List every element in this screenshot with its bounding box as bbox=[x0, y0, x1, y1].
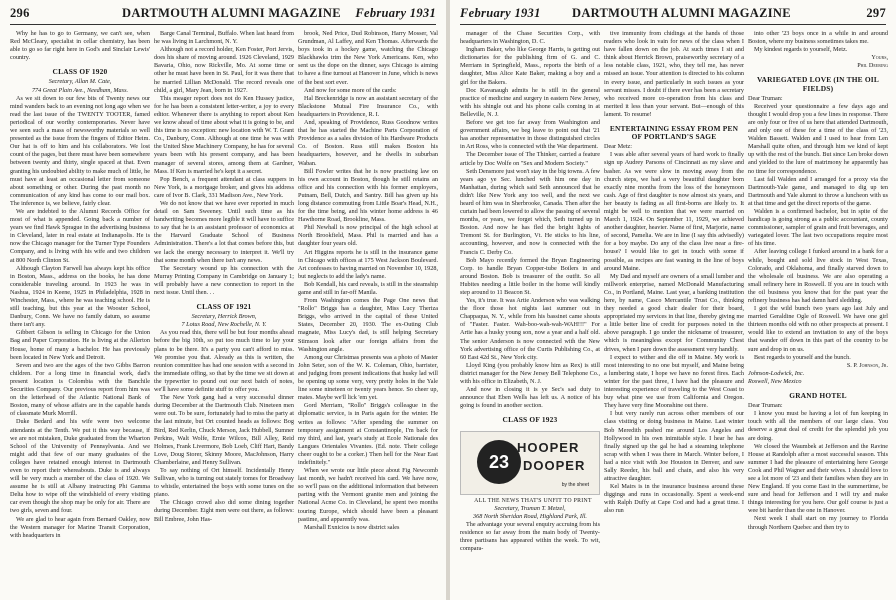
banner-byline: by the sheet bbox=[561, 482, 589, 489]
paragraph: Pop Bench, a frequent attendant at class suppers in New York, is a mortgage broker, and gives his address care of Ivor B. Clark, 331 Madison Ave., New York. bbox=[154, 175, 294, 199]
right-column-2 bbox=[604, 30, 744, 596]
paragraph: Doc Kavanaugh admits he is still in the general practice of medicine and surgery in eastern New Jersey, with his shingle out and his phone calls coming in at Belleville, N. J. bbox=[460, 86, 600, 118]
left-column-1 bbox=[10, 30, 150, 596]
left-column-2 bbox=[154, 30, 294, 596]
paragraph: Duke Bedard and his wife were two welcome attendants at the Tenth. We put it this way because, if we are not mistaken, Duke graduated from the Wharton School of the University of Pennsylvania. And we might add that few of our many graduates of the colleges have retained enough interest in Dartmouth even to report their whereabouts. Duke is and always will be very much a member of the class of 1920. We assume he is still at Albany instructing Phi Gamma Delta how to wipe off the windshield of every visiting car even though the shop may be only for air. There are two girls, seven and four. bbox=[10, 418, 150, 515]
class-heading: CLASS OF 1921 bbox=[196, 302, 252, 312]
paragraph: Gord Merriam, "Rollo" Briggs's colleague in the diplomatic service, is in Paris again for the winter. He writes as follows: "After spending the summer on temporary assignment at Constantinople, I'm back for my third, and last, year's study at Ecole Nationale des Langues Orientales Vivantes. (Ed. note. Their college cheer ought to be a corker.) Then hell for the Near East indefinitely." bbox=[298, 402, 438, 466]
left-page-header bbox=[10, 4, 436, 24]
page-number: 296 bbox=[10, 6, 30, 20]
paragraph: I but very rarely run across other members of our class visiting or doing business in Maine. Last winter Bob Meredith pushed me around Los Angeles and Hollywood in his own inimitable style. I hear he has finally signed up the gal he had a steaming telephone scrap with when I was there in March. Winter before, I had a nice visit with Joe Houston in Denver, and saw Sally Reeder, his ball and chain, and also his very attractive daughter. bbox=[604, 410, 744, 483]
paragraph: Although not a record holder, Ken Foster, Port Jervis, does his share of moving around. 1926 Cleveland, 1929 Bavaria, Ohio, now Rickville, Mo. At some time or other he must have been in St. Paul, for it was there that he married Lillian McDonald. The record reveals one child, a girl, Mary Jean, born in 1927. bbox=[154, 46, 294, 94]
paragraph: Best regards to yourself and the bunch. bbox=[754, 353, 851, 361]
magazine-title: DARTMOUTH ALUMNI MAGAZINE bbox=[572, 6, 791, 20]
salutation: Dear Truman: bbox=[748, 94, 783, 102]
paragraph: We are indebted to the Alumni Records Office for most of what is appended. Going back a number of years we find Hawk Sprague in the advertising business in Cleveland, later in real estate at Indianapolis. He is now the Chicago manager for the Turner Type Founders Company, and is living with his wife and two children at 800 North Clinton St. bbox=[10, 207, 150, 264]
secretary-address: 7 Lotus Road, New Rochelle, N. Y. bbox=[181, 321, 267, 329]
paragraph: manager of the Chase Securities Corp., with headquarters in Washington, D. C. bbox=[460, 30, 600, 46]
banner-caption: ALL THE NEWS THAT'S UNFIT TO PRINT bbox=[474, 497, 592, 504]
paragraph: We closed the Waumbek at Jefferson and the Ravine House at Randolph after a most successful season. This summer I had the pleasure of entertaining here George Cook and Phil Wagner and their wives. I should love to see a lot more of '23 and their families when they are in New England. If you come East in the summertime, be sure and head for Jefferson and I will try and make things interesting for you here. Our golf course is just a wee bit harder than the one in Hanover. bbox=[748, 442, 888, 515]
paragraph: I expect to wither and die off in Maine. My work is most interesting to no one but myself, and Maine being a lumbering state, I hope we have no forest fires. Each winter for the past three, I have had the pleasure and interesting experience of traveling to the West Coast to buy what pine we use from California and Oregon. They have very fine Moonshine out there. bbox=[604, 353, 744, 410]
header-rule bbox=[10, 24, 436, 25]
paragraph: And, speaking of Providence, Russ Goodnow writes that he has started the Machine Parts Corporation of Providence as a sales division of his Hardware Products Co. of Boston. Russ still makes Boston his headquarters, however, and he dwells in suburban Waban. bbox=[298, 119, 438, 167]
paragraph: After leaving college I funked around in a bank for a while, bought and sold live stock in West Texas, Colorado, and Oklahoma, and finally starved down to the wholesale oil business. We are also operating a small refinery here in Roswell. If you are in touch with the oil business you know that for the past year the refinery business has had damn hard sledding. bbox=[748, 248, 888, 304]
paragraph: Ingham Baker, who like George Harris, is getting out dictionaries for the publishing firm of G. and C. Merriam in Springfield, Mass., reports the birth of a daughter, Miss Alice Kate Baker, making a boy and a girl for the Bakers. bbox=[460, 46, 600, 86]
paragraph: The Chicago crowd also did some dining together during December. Eight men were out there, as follows: Bill Embree, John Has- bbox=[154, 499, 294, 523]
paragraph: To say nothing of Ort himself. Incidentally Henry Sullivan, who is turning out stately tomes for Broadway to whistle, entertained the boys with some tunes on the piano. bbox=[154, 466, 294, 499]
paragraph: into other '23 boys once in a while in and around Boston, where my business sometimes takes me. bbox=[748, 30, 888, 46]
left-page bbox=[0, 0, 446, 600]
paragraph: Next week I shall start on my journey to Florida through Northern Quebec and then try to bbox=[748, 515, 888, 531]
salutation: Dear Truman: bbox=[748, 402, 783, 410]
paragraph: Gibbert Gibson is selling in Chicago for the Union Bag and Paper Corporation. He is living at the Allerton House, home of many a bachelor. He has previously been located in New York and Detroit. bbox=[10, 329, 150, 361]
paragraph: Before we get too far away from Washington and government affairs, we beg leave to point out that '21 has another representative in those distinguished circles in Art Ross, who is connected with the War department. bbox=[460, 119, 600, 151]
paragraph: Lloyd King (you probably know him as Rex) is still district manager for the New Jersey Bell Telephone Co., with his office in Elizabeth, N. J. bbox=[460, 361, 600, 386]
paragraph: Bill Fowler writes that he is now practising law on his own account in Boston, though he still retains an office and his connection with his former employers, Putnam, Bell, Dutch, and Santry. Bill has given up his long distance commuting from Little Boar's Head, N.H., for the time being, and his winter home address is 46 Hawthorne Road, Brookline, Mass. bbox=[298, 167, 438, 224]
paragraph: The advantage your several enquiry accruing from his residence so far away from the main body of Twenty-three partisans has appeared within the week. To wit, compara- bbox=[460, 520, 600, 553]
closing: Yours, bbox=[871, 54, 888, 62]
right-column-3 bbox=[748, 30, 888, 596]
secretary-line: Secretary, Truman T. Metzel, bbox=[494, 504, 566, 512]
page-number: 297 bbox=[866, 6, 886, 20]
issue-date: February 1931 bbox=[355, 6, 436, 20]
salutation: Dear Metz: bbox=[604, 143, 633, 151]
paragraph: And now in closing it is ye Sec's sad duty to announce that Eben Wells has left us. A notice of his going is found in another section. bbox=[460, 386, 600, 410]
paragraph: Seven and two are the ages of the two Gibbs Barron children. For a long time in financial work, dad's present location is Colombia with the Banchile Securities Company. Our previous report from him was on the letterhead of the Atlantic National Bank of Boston, many of whose affairs are in the capable hands of classmate Murk Morrill. bbox=[10, 361, 150, 418]
essay-heading: VARIEGATED LOVE (IN THE OIL FIELDS) bbox=[756, 75, 880, 93]
right-column-1 bbox=[460, 30, 600, 596]
paragraph: Marshall Exnicios is now district sales bbox=[304, 523, 400, 531]
paragraph: Yes, it's true. It was Artie Anderson who was walking the floor those hot nights last summer out in Chappaqua, N. Y., while from his bassinet came shouts of "Faster. Faster. Wah-boo-wah-wah-WAH!!!" For Artie has a husky young son, now a year and a half old. The senior Anderson is now connected with the New York advertising office of the Curtis Publishing Co., at 60 East 42d St., New York city. bbox=[460, 297, 600, 361]
paragraph: As you read this, there will be but four months ahead before the big 10th, so put too much time to lay your plans to be there. It's a party you can't afford to miss. We promise you that. Already as this is written, the reunion committee has had one session with a second in the immediate offing, so that by the time we sit down at the typewriter to pound out our next batch of notes, we'll have some definite stuff to offer you. bbox=[154, 329, 294, 394]
paragraph: My kindest regards to yourself, Metz. bbox=[754, 46, 848, 54]
secretary-line: Secretary, Herrick Brown, bbox=[191, 313, 257, 321]
secretary-address: 368 North Sheridan Road, Highland Park, Ill. bbox=[473, 512, 587, 520]
paragraph: The December issue of The Thinker, carried a feature article by Doc Wolfe on "Sex and Modern Society." bbox=[460, 151, 600, 167]
paragraph: When we wrote our little piece about Fig Newcomb last month, we hadn't received his card. We have now, so we'll pass on the additional information that between parting with the Vermont granite men and joining the National Acme Co. in Cleveland, he spent two months touring Europe, which should have been a pleasant pastime, and apparently was. bbox=[298, 467, 438, 523]
banner-word-hooper: HOOPER bbox=[517, 439, 580, 455]
paragraph: Why he has to go to Germany, we can't see, when Red McCleary, specialist in cellar chemistry, has been able to go so far right here in God's and Sinclair Lewis' country. bbox=[10, 30, 150, 62]
sender-place: Roswell, New Mexico bbox=[748, 377, 802, 385]
paragraph: As we sit down to our few bits of Twenty news our mind wanders back to an evening not long ago when we read the last issue of the TWENTY TOOTER, famed periodical of our worthy contemporaries. Never have we seen such a mass of newsworthy materials so well presented as the issue from the fingers of Editor Heim. Our hat is off to him and his collaborators. We lost count of the pages, but there must have been somewhere between twenty and thirty, single spaced at that. Even granting his undoubted ability to make much of little, he must have at least an occasional letter from someone about something or other. During the past month no communication of any kind has come to our mail box. The inference is, we believe, fairly clear. bbox=[10, 94, 150, 207]
paragraph: Among our Christmas presents was a photo of Master John Seter, son of the W. K. Coleman, Ohio, barrister, and judging from present indications that husky lad will be opening up some very, very pretty holes in the Yale line some nineteen or twenty years hence. So cheer up, mates. Maybe we'll lick 'em yet. bbox=[298, 353, 438, 402]
class-heading: CLASS OF 1920 bbox=[52, 67, 108, 77]
signature: S. P. Johnson, Jr. bbox=[846, 361, 888, 369]
secretary-line: Secretary, Allan M. Cate, bbox=[48, 78, 112, 86]
paragraph: I was able after several years of hard work to finally sign up Audrey Parsons of Cincinnati as my slave and basher. As we were slow in moving away from the church steps, we had a very beautiful daughter born exactly nine months from the loss of the honeymoon cash. Age of first daughter is now almost six years, and her beauty is fading as all first-borns are likely to. It might be well to mention that we were married on March 1, 1924. On September 11, 1929, we achieved another daughter, heavier. Name of first, Marjorie, name of second, Pamelia. We are in line (I say this advisedly) for a boy maybe. Do any of the class live near a fire-house? I would like to get in touch with some if possible, as recipes are fast waning in the line of boys around Maine. bbox=[604, 151, 744, 272]
paragraph: Phil Newhall is now principal of the high school at North Brookfield, Mass. Phil is married and has a daughter four years old. bbox=[298, 224, 438, 248]
banner-word-dooper: DOOPER bbox=[523, 457, 586, 473]
paragraph: Although Clayton Farwell has always kept his office in Boston, Mass., address on the books, he has done considerable traveling around. In 1923 he was in Nashua, 1924 in Keene, 1925 in Philadelphia, 1928 in Winchester, Mass., where he was teaching school. He is still teaching, but this year at the Wooster School, Danbury, Conn. We have no family datum, so assume there isn't any. bbox=[10, 264, 150, 329]
banner-number-disk: 23 bbox=[477, 440, 521, 484]
hotel-heading: GRAND HOTEL bbox=[789, 391, 847, 401]
paragraph: Bob Mayo recently formed the Bryan Engineering Corp. to handle Bryan Copper-tube Boilers in and around Boston. Bob is treasurer of the outfit. So all Hubites needing a little boiler in the home will kindly step around to 11 Beacon St. bbox=[460, 256, 600, 296]
paragraph: The Secretary wound up his connection with the Murray Printing Company in Cambridge on January 1; will probably have a new connection to report in the next issue. Until then. . . bbox=[154, 264, 294, 296]
paragraph: Last fall Walden and I arranged for a proxy via the Dartmouth-Yale game, and managed to dig up ten Dartmouth and Yale alumni to throw a luncheon with us at that time and get the direct reports of the game. bbox=[748, 175, 888, 207]
right-page bbox=[450, 0, 896, 600]
paragraph: And now for some more of the cards: bbox=[304, 86, 397, 94]
paragraph: brook, Ned Price, Dud Robinson, Harry Mosser, Val Grundman, Al Laffey, and Ken Thomas. Afterwards the boys took in a hockey game, watching the Chicago Blackhawks trim the New York Americans. Ken, who sent us the dope on the dinner, says Chicago is aiming to have a fine turnout at Hanover in June, which is news of the best sort ever. bbox=[298, 30, 438, 86]
paragraph: Hal Breckenridge is now an assistant secretary of the Blackstone Mutual Fire Insurance Co., with headquarters in Providence, R. I. bbox=[298, 94, 438, 118]
paragraph: My Dad and myself are owners of a small lumber and millwork enterprise, named McDonald Manufacturing Co., in Portland, Maine. Last year, a banking institution here, by name, Casco Mercantile Trust Co., thinking they needed a good chair dealer for their board, appropriated my services in that line, thereby giving me a little better line of credit for purposes noted in the above paragraph. I go under the nickname of treasurer, which is meaningless except for Community Chest drives, when I pare down the assessment very handily. bbox=[604, 272, 744, 353]
right-page-header bbox=[460, 4, 886, 24]
issue-date: February 1931 bbox=[460, 6, 541, 20]
paragraph: From Washington comes the Page One news that "Rollo" Briggs has a daughter, Miss Lucy Theriza Briggs, who arrived in the capital of these United States, December 20, 1930. The ex-Outing Club magnate, Miss Lucy's dad, is still helping Secretary Stimson look after our foreign affairs from the Washington angle. bbox=[298, 297, 438, 353]
paragraph: I got the wild bunch two years ago last July and married Geraldine Ogle of Roswell. We have one girl thirteen months old with no other prospects at present. I would like to extend an invitation to any of the boys that wander off down in this part of the country to be sure and drop in on us. bbox=[748, 305, 888, 353]
left-column-3 bbox=[298, 30, 438, 596]
paragraph: Kel Mairs is in the insurance business around these diggings and runs in occasionally. Spent a week-end with Ralph Duffy at Cape Cod and had a great time. I also run bbox=[604, 483, 744, 515]
header-rule bbox=[460, 24, 886, 25]
paragraph: Seth Densmore just won't stay in the big towns. A few years ago ye Sec. lunched with him one day in Manhattan, during which said Seth announced that he didn't like New York any too well, and the next we heard of him was in Sherbrooke, Canada. Then after the curtain had been lowered to allow the passing of several months, or years, we forget which, Seth turned up in Boston. And now he has fled the bright lights of Tremont St. for Burlington, Vt. He sticks to his line, accounting, however, and now is connected with the Francis C. Derby Co. bbox=[460, 167, 600, 256]
paragraph: This meager report does not do Ken Hussey justice, for he has been a consistent letter-writer, a joy to every editor. Whenever there is anything to report about Ken we know ahead of time about what it is going to be, and this time is no exception: new location with W. T. Grant Co., Danbury, Conn. Although at one time he was with the United Shoe Machinery Company, he has for several years been with his present company, and has been manager of several stores, among them at Gardner, Mass. If Ken is married he's kept it a secret. bbox=[154, 94, 294, 175]
paragraph: I know you must be having a lot of fun keeping in touch with all the members of our large class. You deserve a great deal of credit for the splendid job you are doing. bbox=[748, 410, 888, 442]
signature: Phil Deering bbox=[857, 62, 888, 70]
paragraph: The New York gang had a very successful dinner during December at the Dartmouth Club. Nineteen men were out. To be sure, fortunately had to miss the party at the last minute, but Ort counted heads as follows: Bog Bird, Red Kerlin, Chuck Merson, Jack Hubbell, Sumner Perkins, Walt Wolfe, Ernie Wilcox, Bill Alley, Reid Holmes, Frank Livermore, Bob Loeb, Cliff Hart, Bandy Love, Doug Storer, Skinny Moore, MacJohnson, Harry Chamberlaine, and Henry Sullivan. bbox=[154, 394, 294, 466]
essay-heading: ENTERTAINING ESSAY FROM PEN OF PORTLAND'S SAGE bbox=[609, 124, 739, 142]
paragraph: tive immunity from chidings at the hands of those readers who look in vain for news of the class when I have fallen down on the job. At such times I sit and think about Herrick Brown, praiseworthy secretary of a less notable class, 1921, who, they tell me, has never missed an issue. Your attention is directed to his column in every issue, and particularly in such issues as your servant misses. I doubt if there ever has been a secretary who received more co-operation from his class and merited it less than your servant. But—enough of this lament. To resume! bbox=[604, 30, 744, 118]
hooper-dooper-banner bbox=[460, 431, 600, 495]
paragraph: Art Higgins reports he is still in the insurance game in Chicago with offices at 175 West Jackson Boulevard. Art confesses to having married on November 10, 1928, but neglects to add the lady's name. bbox=[298, 248, 438, 280]
class-heading: CLASS OF 1923 bbox=[502, 415, 558, 425]
paragraph: We are glad to hear again from Bernard Oakley, now the Western manager for Marine Transit Corporation, with headquarters in bbox=[10, 515, 150, 539]
magazine-title: DARTMOUTH ALUMNI MAGAZINE bbox=[122, 6, 341, 20]
paragraph: Walden is a confirmed bachelor, but in spite of the handicap is going strong as a public accountant, county commissioner, sampler of grain and fruit beverages, and variegated lover. The last two occupations require most of his time. bbox=[748, 207, 888, 248]
secretary-address: 774 Great Plain Ave., Needham, Mass. bbox=[31, 86, 129, 94]
sender-company: Johnson-Lodwick, Inc. bbox=[748, 369, 805, 377]
paragraph: We do not know that we have ever reported in much detail on Sam Sweeney. Until such time as his handwriting becomes more legible it will have to suffice to say that he is an assistant professor of economics at the Harvard Graduate School of Business Administration. There's a lot that comes before this, but we lack the energy necessary to interpret it. We'll try that some month when there isn't any news. bbox=[154, 199, 294, 264]
paragraph: Bob Kendall, his card reveals, is still in the steamship game and still in far-off Manila. bbox=[298, 280, 438, 296]
paragraph: Received your questionnaire a few days ago and thought I would drop you a few lines in response. There are only four or five of us here that attended Dartmouth, and only one of these for a time of the class of '23, Walden Bassett. Walden and I used to hear from Len Marshall quite often, and through him we kind of kept up with the rest of the bunch. But since Len broke down and yielded to the lure of matrimony he apparently has no time for correspondence. bbox=[748, 102, 888, 175]
paragraph: Barge Canal Terminal, Buffalo. When last heard from he was living in Larchmont, N. Y. bbox=[154, 30, 294, 46]
